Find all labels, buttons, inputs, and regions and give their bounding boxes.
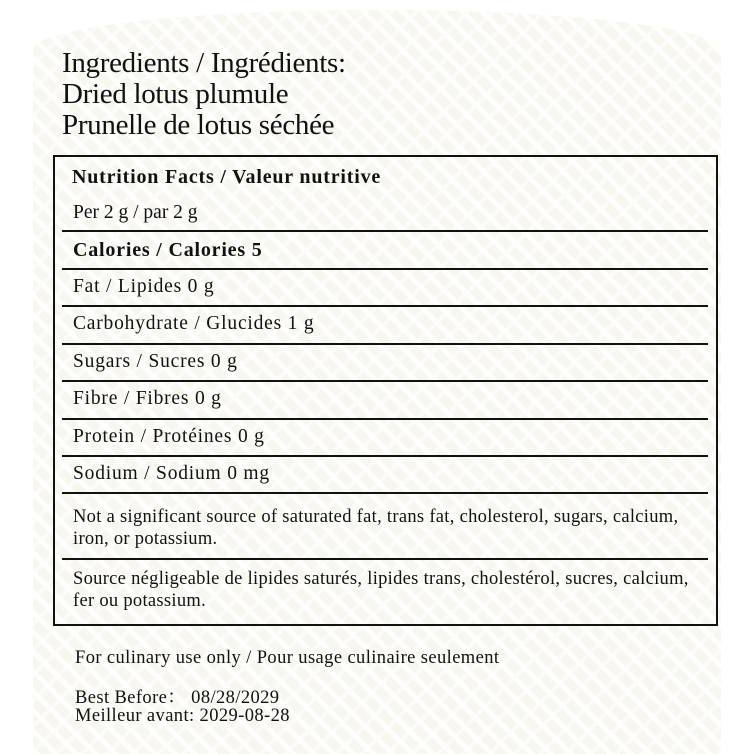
nutrition-title: Nutrition Facts / Valeur nutritive (72, 166, 382, 188)
ingredients-english: Dried lotus plumule (62, 78, 289, 110)
nutrient-row-protein: Protein / Protéines 0 g (73, 426, 265, 447)
divider (62, 418, 708, 420)
nutrient-row-carbohydrate: Carbohydrate / Glucides 1 g (73, 313, 315, 334)
divider (62, 492, 708, 494)
ingredients-block (62, 48, 346, 141)
usage-statement: For culinary use only / Pour usage culinaire seulement (75, 648, 500, 668)
divider (62, 305, 708, 307)
divider (62, 380, 708, 382)
note-english: Not a significant source of saturated fat, trans fat, cholesterol, sugars, calcium, iron, or potassium. (73, 507, 679, 549)
nutrition-facts-table (53, 155, 718, 626)
best-before-date: Best Before： 08/28/2029 (75, 688, 280, 708)
divider (62, 455, 708, 457)
ingredients-french: Prunelle de lotus séchée (62, 109, 335, 141)
nutrient-row-fat: Fat / Lipides 0 g (73, 276, 215, 297)
nutrient-row-sugars: Sugars / Sucres 0 g (73, 351, 238, 372)
divider (62, 268, 708, 270)
nutrient-row-fibre: Fibre / Fibres 0 g (73, 388, 222, 409)
calories-row: Calories / Calories 5 (73, 239, 263, 261)
meilleur-avant-date: Meilleur avant: 2029-08-28 (75, 706, 290, 726)
note-french: Source négligeable de lipides saturés, lipides trans, cholestérol, sucres, calcium, fer ou potassium. (73, 569, 689, 611)
divider (62, 230, 708, 232)
ingredients-heading: Ingredients / Ingrédients: (62, 47, 346, 79)
serving-size: Per 2 g / par 2 g (73, 202, 198, 223)
divider (62, 343, 708, 345)
divider (62, 558, 708, 560)
nutrient-row-sodium: Sodium / Sodium 0 mg (73, 463, 270, 484)
